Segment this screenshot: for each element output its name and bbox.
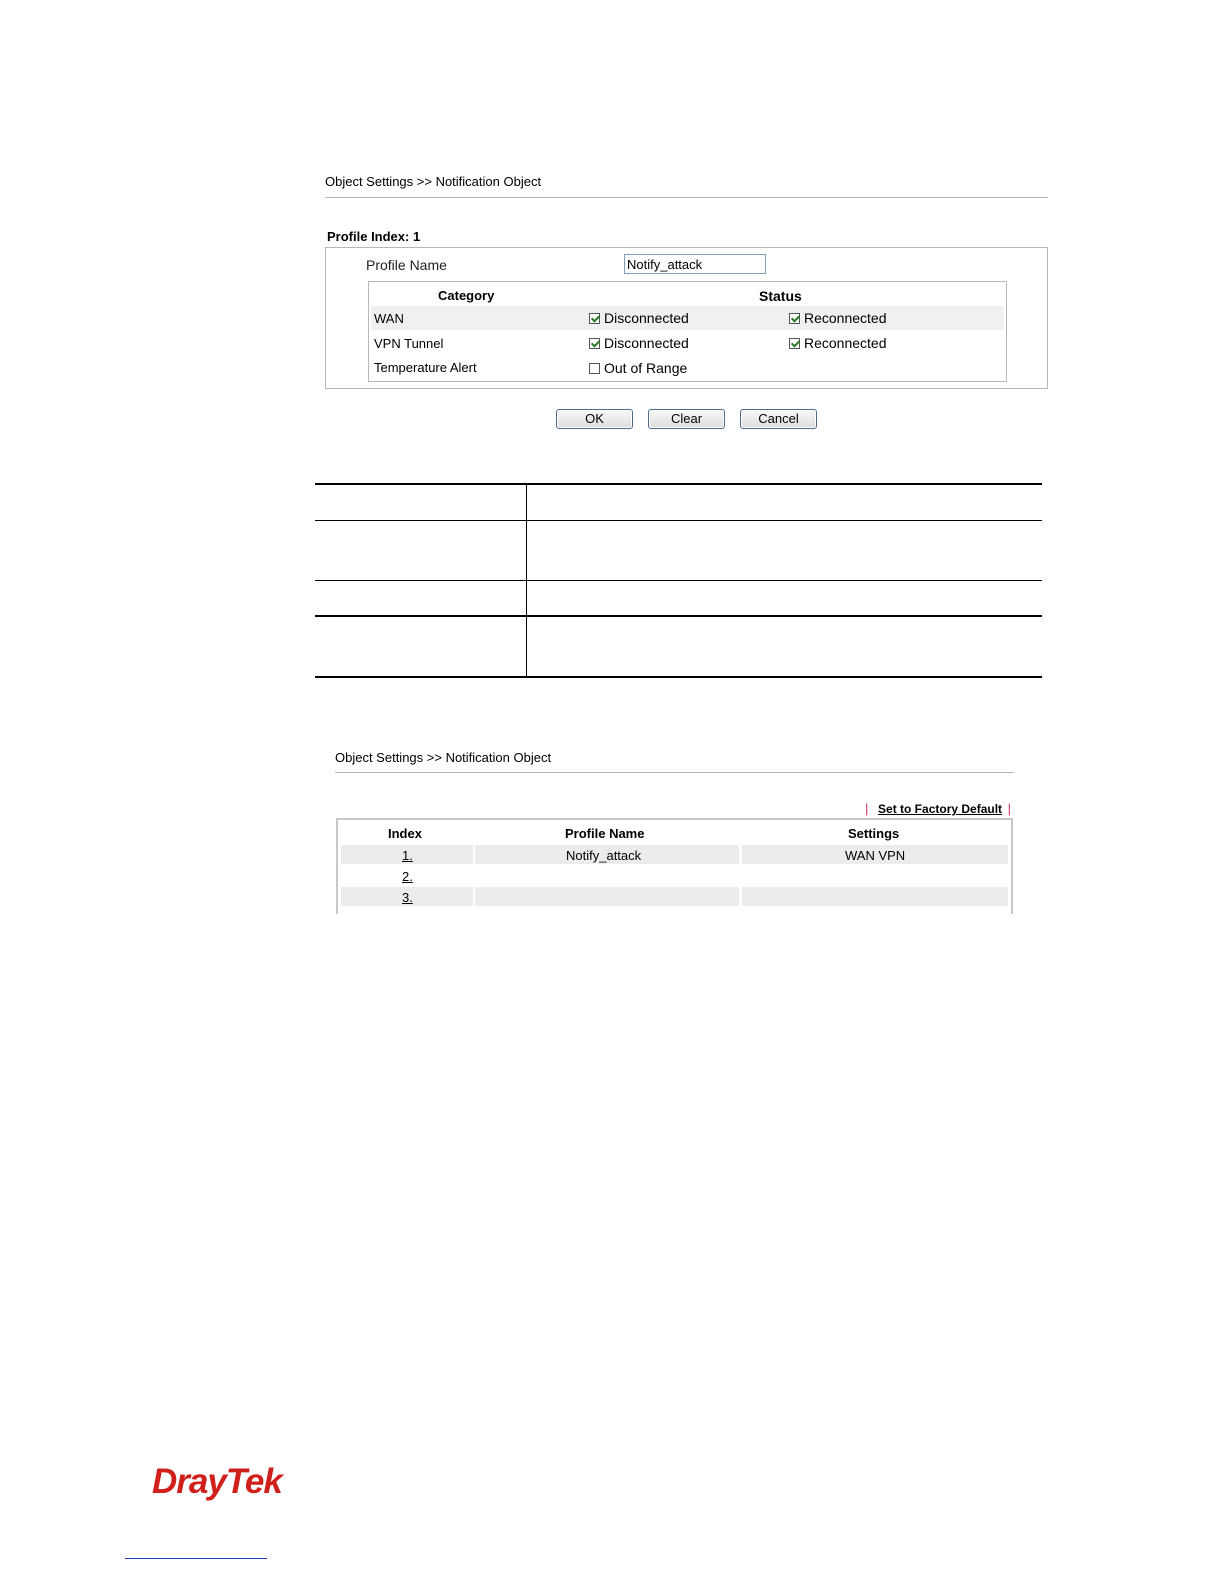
- option-label: Disconnected: [604, 310, 689, 326]
- breadcrumb: Object Settings >> Notification Object: [325, 174, 542, 189]
- table-row-rule: [315, 615, 1042, 617]
- temperature-out-of-range-checkbox[interactable]: [589, 360, 687, 376]
- table-cell: [475, 887, 739, 906]
- profile-name-cell: Notify_attack: [566, 848, 642, 863]
- category-temperature-alert: Temperature Alert: [374, 360, 477, 375]
- index-link-3[interactable]: 3.: [402, 890, 413, 905]
- divider: [325, 197, 1048, 198]
- settings-header: Settings: [848, 826, 900, 841]
- vpn-disconnected-checkbox[interactable]: [589, 335, 689, 351]
- table-row-rule: [315, 520, 1042, 521]
- profile-index-title: Profile Index: 1: [327, 229, 421, 244]
- checkbox-checked-icon: [789, 313, 800, 324]
- option-label: Out of Range: [604, 360, 688, 376]
- separator: |: [1007, 801, 1012, 816]
- category-header: Category: [438, 288, 495, 303]
- clear-button[interactable]: Clear: [648, 409, 725, 429]
- table-bottom-rule: [315, 676, 1042, 678]
- category-status-table: [368, 281, 1007, 382]
- index-link-1[interactable]: 1.: [402, 848, 413, 863]
- settings-cell: WAN VPN: [845, 848, 906, 863]
- checkbox-checked-icon: [589, 338, 600, 349]
- cancel-button[interactable]: Cancel: [740, 409, 817, 429]
- wan-reconnected-checkbox[interactable]: [789, 310, 887, 326]
- checkbox-unchecked-icon: [589, 363, 600, 374]
- factory-default-bar: [865, 801, 1011, 816]
- index-link-2[interactable]: 2.: [402, 869, 413, 884]
- table-top-rule: [315, 483, 1042, 485]
- status-header: Status: [759, 288, 802, 304]
- profile-name-label: Profile Name: [366, 257, 447, 273]
- checkbox-checked-icon: [789, 338, 800, 349]
- vpn-reconnected-checkbox[interactable]: [789, 335, 887, 351]
- profile-form-panel: [325, 247, 1048, 389]
- profile-name-header: Profile Name: [565, 826, 645, 841]
- table-row-rule: [315, 580, 1042, 581]
- set-to-factory-default-link[interactable]: Set to Factory Default: [878, 802, 1003, 816]
- separator: |: [865, 801, 869, 816]
- option-label: Reconnected: [804, 335, 887, 351]
- index-header: Index: [388, 826, 422, 841]
- profiles-table: [336, 818, 1013, 914]
- breadcrumb: Object Settings >> Notification Object: [335, 750, 552, 765]
- category-wan: WAN: [374, 311, 404, 326]
- divider: [335, 772, 1014, 773]
- table-column-rule: [526, 485, 527, 676]
- footer-rule: [125, 1558, 267, 1559]
- checkbox-checked-icon: [589, 313, 600, 324]
- draytek-logo: DrayTek: [152, 1462, 282, 1501]
- profile-name-input[interactable]: [624, 254, 766, 274]
- option-label: Disconnected: [604, 335, 689, 351]
- option-label: Reconnected: [804, 310, 887, 326]
- category-vpn-tunnel: VPN Tunnel: [374, 336, 444, 351]
- table-cell: [742, 887, 1008, 906]
- wan-disconnected-checkbox[interactable]: [589, 310, 689, 326]
- ok-button[interactable]: OK: [556, 409, 633, 429]
